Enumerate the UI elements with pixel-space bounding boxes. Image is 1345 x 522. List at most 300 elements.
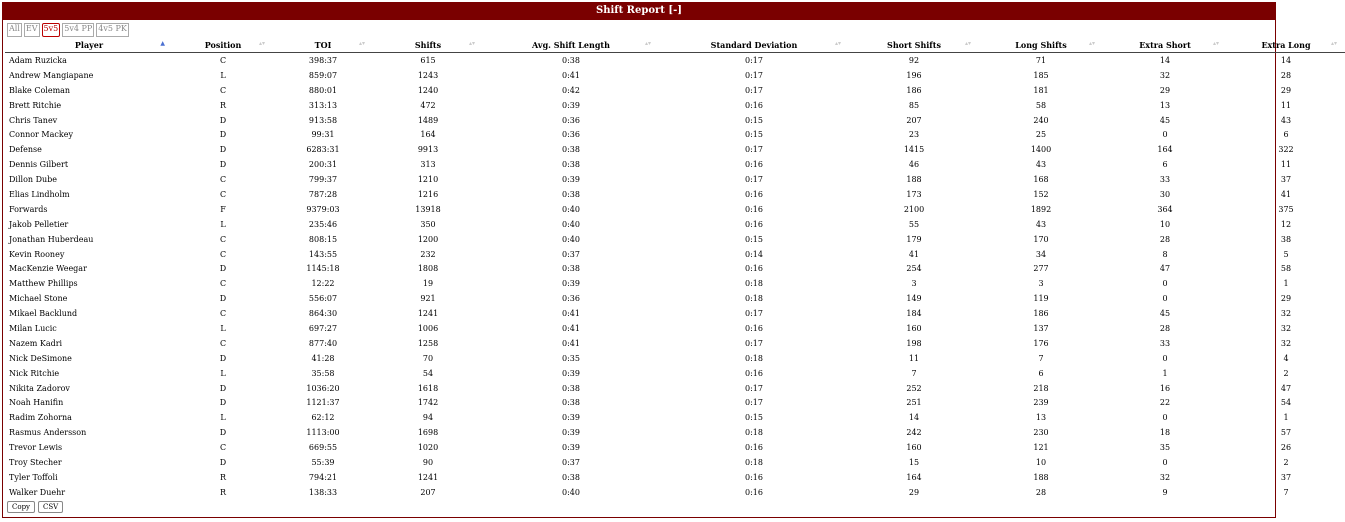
table-cell: 168 xyxy=(1033,175,1049,185)
column-header-label: Position xyxy=(204,39,242,50)
table-cell: 556:07 xyxy=(308,294,338,304)
table-cell: 11 xyxy=(1280,160,1292,170)
table-cell: 29 xyxy=(1280,294,1292,304)
table-cell: 46 xyxy=(908,160,920,170)
table-cell: 2 xyxy=(1283,457,1289,467)
table-cell: 0:16 xyxy=(745,443,763,453)
table-cell: D xyxy=(219,457,227,467)
table-cell: 28 xyxy=(1159,323,1171,333)
filter-ev[interactable]: EV xyxy=(24,23,40,37)
table-cell: 1742 xyxy=(417,398,439,408)
table-cell: 0:40 xyxy=(562,219,580,229)
player-name-cell: Andrew Mangiapane xyxy=(9,70,94,80)
table-cell: 398:37 xyxy=(308,55,338,65)
table-cell: 207 xyxy=(420,487,436,497)
table-cell: 0:16 xyxy=(745,472,763,482)
table-cell: 28 xyxy=(1035,487,1047,497)
table-cell: 0:35 xyxy=(562,353,580,363)
table-cell: 808:15 xyxy=(308,234,338,244)
table-cell: C xyxy=(219,443,227,453)
table-cell: 92 xyxy=(908,55,920,65)
table-cell: 71 xyxy=(1035,55,1047,65)
table-row xyxy=(5,276,1345,291)
table-cell: 47 xyxy=(1159,264,1171,274)
table-cell: 9913 xyxy=(417,145,439,155)
panel-title[interactable]: Shift Report [-] xyxy=(3,2,1275,20)
table-cell: 41:28 xyxy=(311,353,335,363)
table-cell: 185 xyxy=(1033,70,1049,80)
table-cell: 1400 xyxy=(1030,145,1052,155)
table-cell: 615 xyxy=(420,55,436,65)
table-cell: 70 xyxy=(422,353,434,363)
table-cell: 0:41 xyxy=(562,309,580,319)
player-name-cell: Nick DeSimone xyxy=(9,353,72,363)
table-cell: 94 xyxy=(422,413,434,423)
player-name-cell: Walker Duehr xyxy=(9,487,66,497)
table-row xyxy=(5,321,1345,336)
table-cell: 173 xyxy=(906,189,922,199)
table-cell: 0:38 xyxy=(562,55,580,65)
player-name-cell: Michael Stone xyxy=(9,294,68,304)
table-cell: 277 xyxy=(1033,264,1049,274)
table-cell: 9379:03 xyxy=(306,204,340,214)
table-cell: 0:18 xyxy=(745,279,763,289)
sort-arrows-icon[interactable]: ▴▾ xyxy=(964,40,971,47)
table-cell: 0:17 xyxy=(745,70,763,80)
table-cell: 15 xyxy=(908,457,920,467)
table-cell: 1 xyxy=(1283,413,1289,423)
table-cell: 55 xyxy=(908,219,920,229)
column-header-long-shifts[interactable] xyxy=(979,37,1103,53)
column-header-label: Extra Long xyxy=(1261,39,1311,50)
table-cell: 472 xyxy=(420,100,436,110)
table-cell: 1241 xyxy=(417,472,439,482)
table-cell: 0:38 xyxy=(562,160,580,170)
table-cell: 0:38 xyxy=(562,145,580,155)
player-name-cell: Trevor Lewis xyxy=(9,443,63,453)
table-cell: 33 xyxy=(1159,338,1171,348)
player-name-cell: Noah Hanifin xyxy=(9,398,64,408)
table-cell: 29 xyxy=(908,487,920,497)
column-header-toi[interactable] xyxy=(273,37,373,53)
table-cell: 0:17 xyxy=(745,175,763,185)
table-cell: 799:37 xyxy=(308,175,338,185)
table-cell: 34 xyxy=(1035,249,1047,259)
table-cell: 0:16 xyxy=(745,160,763,170)
table-cell: 188 xyxy=(906,175,922,185)
table-cell: 0 xyxy=(1162,294,1168,304)
table-cell: 10 xyxy=(1035,457,1047,467)
table-cell: 1121:37 xyxy=(306,398,340,408)
table-cell: D xyxy=(219,145,227,155)
table-cell: 0:39 xyxy=(562,279,580,289)
table-cell: 13918 xyxy=(415,204,441,214)
table-cell: 196 xyxy=(906,70,922,80)
csv-button[interactable]: CSV xyxy=(38,501,63,513)
table-cell: 0:37 xyxy=(562,249,580,259)
table-cell: R xyxy=(219,487,227,497)
table-row xyxy=(5,83,1345,98)
table-cell: 0:15 xyxy=(745,413,763,423)
player-name-cell: Nikita Zadorov xyxy=(9,383,70,393)
table-cell: 0:17 xyxy=(745,55,763,65)
player-name-cell: Tyler Toffoli xyxy=(9,472,58,482)
player-name-cell: Brett Ritchie xyxy=(9,100,62,110)
table-cell: 186 xyxy=(1033,309,1049,319)
player-name-cell: Jonathan Huberdeau xyxy=(9,234,94,244)
table-body xyxy=(5,53,1345,500)
table-cell: 880:01 xyxy=(308,85,338,95)
table-row xyxy=(5,381,1345,396)
table-cell: 1200 xyxy=(417,234,439,244)
table-cell: 26 xyxy=(1280,443,1292,453)
table-cell: 137 xyxy=(1033,323,1049,333)
table-cell: 921 xyxy=(420,294,436,304)
player-name-cell: Elias Lindholm xyxy=(9,189,70,199)
table-cell: 0:16 xyxy=(745,219,763,229)
table-cell: 28 xyxy=(1159,234,1171,244)
table-cell: 13 xyxy=(1035,413,1047,423)
table-cell: 19 xyxy=(422,279,434,289)
sort-arrows-icon[interactable]: ▴▾ xyxy=(644,40,651,47)
table-cell: 0:36 xyxy=(562,130,580,140)
table-cell: 240 xyxy=(1033,115,1049,125)
table-cell: 0:36 xyxy=(562,115,580,125)
table-cell: 121 xyxy=(1033,443,1049,453)
column-header-extra-long[interactable] xyxy=(1227,37,1345,53)
table-cell: 164 xyxy=(420,130,436,140)
table-row xyxy=(5,142,1345,157)
table-cell: 375 xyxy=(1278,204,1294,214)
column-header-label: Player xyxy=(74,39,104,50)
table-cell: 143:55 xyxy=(308,249,338,259)
table-cell: 41 xyxy=(1280,189,1292,199)
table-cell: 25 xyxy=(1035,130,1047,140)
table-cell: 913:58 xyxy=(308,115,338,125)
sort-arrows-icon[interactable]: ▴▾ xyxy=(1088,40,1095,47)
table-row xyxy=(5,202,1345,217)
table-cell: 35:58 xyxy=(311,368,335,378)
table-cell: 1 xyxy=(1283,279,1289,289)
table-cell: 176 xyxy=(1033,338,1049,348)
player-name-cell: Nazem Kadri xyxy=(9,338,63,348)
table-row xyxy=(5,127,1345,142)
table-cell: 99:31 xyxy=(311,130,335,140)
table-cell: D xyxy=(219,264,227,274)
table-cell: 7 xyxy=(911,368,917,378)
table-row xyxy=(5,485,1345,500)
table-cell: 54 xyxy=(422,368,434,378)
player-name-cell: Mikael Backlund xyxy=(9,309,78,319)
table-cell: 1145:18 xyxy=(306,264,340,274)
table-cell: 22 xyxy=(1159,398,1171,408)
column-header-label: Avg. Shift Length xyxy=(532,39,610,50)
table-cell: 12:22 xyxy=(311,279,335,289)
table-cell: D xyxy=(219,428,227,438)
table-cell: C xyxy=(219,175,227,185)
table-cell: 0:37 xyxy=(562,457,580,467)
table-cell: 170 xyxy=(1033,234,1049,244)
column-header-position[interactable] xyxy=(173,37,273,53)
table-header-row xyxy=(5,37,1345,53)
table-cell: 0:16 xyxy=(745,323,763,333)
table-cell: 0:40 xyxy=(562,204,580,214)
table-cell: 28 xyxy=(1280,70,1292,80)
table-cell: 0:39 xyxy=(562,368,580,378)
table-cell: 29 xyxy=(1280,85,1292,95)
table-cell: 1258 xyxy=(417,338,439,348)
table-cell: 6 xyxy=(1283,130,1289,140)
table-cell: 0:41 xyxy=(562,70,580,80)
table-cell: 0:15 xyxy=(745,115,763,125)
table-row xyxy=(5,351,1345,366)
table-cell: 37 xyxy=(1280,175,1292,185)
table-cell: 232 xyxy=(420,249,436,259)
table-row xyxy=(5,470,1345,485)
table-cell: D xyxy=(219,398,227,408)
table-row xyxy=(5,410,1345,425)
table-cell: 30 xyxy=(1159,189,1171,199)
table-cell: 10 xyxy=(1159,219,1171,229)
column-header-short-shifts[interactable] xyxy=(849,37,979,53)
table-cell: 181 xyxy=(1033,85,1049,95)
table-cell: 11 xyxy=(908,353,920,363)
column-header-label: Standard Deviation xyxy=(710,39,798,50)
table-cell: F xyxy=(220,204,226,214)
table-cell: 2 xyxy=(1283,368,1289,378)
table-row xyxy=(5,98,1345,113)
table-cell: L xyxy=(220,219,226,229)
table-cell: 1036:20 xyxy=(306,383,340,393)
table-cell: 58 xyxy=(1035,100,1047,110)
player-name-cell: Connor Mackey xyxy=(9,130,73,140)
table-cell: 149 xyxy=(906,294,922,304)
table-cell: C xyxy=(219,234,227,244)
table-cell: 57 xyxy=(1280,428,1292,438)
table-cell: 364 xyxy=(1157,204,1173,214)
table-cell: R xyxy=(219,472,227,482)
table-cell: 38 xyxy=(1280,234,1292,244)
table-cell: L xyxy=(220,368,226,378)
table-cell: 18 xyxy=(1159,428,1171,438)
table-cell: 0:17 xyxy=(745,383,763,393)
sort-arrows-icon[interactable]: ▴▾ xyxy=(358,40,365,47)
table-cell: 184 xyxy=(906,309,922,319)
table-cell: 14 xyxy=(908,413,920,423)
table-cell: 160 xyxy=(906,443,922,453)
table-cell: 0:39 xyxy=(562,413,580,423)
table-cell: 198 xyxy=(906,338,922,348)
table-cell: C xyxy=(219,189,227,199)
shift-report-table xyxy=(5,37,1345,500)
table-cell: 0 xyxy=(1162,413,1168,423)
sort-arrows-icon[interactable]: ▴▾ xyxy=(468,40,475,47)
table-cell: 0 xyxy=(1162,353,1168,363)
table-cell: 0:39 xyxy=(562,443,580,453)
table-cell: 0:16 xyxy=(745,264,763,274)
table-cell: 54 xyxy=(1280,398,1292,408)
table-cell: 0:36 xyxy=(562,294,580,304)
table-cell: 45 xyxy=(1159,309,1171,319)
table-cell: 1 xyxy=(1162,368,1168,378)
export-toolbar xyxy=(7,501,63,513)
column-header-extra-short[interactable] xyxy=(1103,37,1227,53)
sort-arrows-icon[interactable]: ▴▾ xyxy=(258,40,265,47)
table-cell: 1216 xyxy=(417,189,439,199)
table-cell: 32 xyxy=(1280,323,1292,333)
player-name-cell: Blake Coleman xyxy=(9,85,71,95)
table-cell: 0:16 xyxy=(745,368,763,378)
table-cell: C xyxy=(219,338,227,348)
table-cell: 62:12 xyxy=(311,413,335,423)
player-name-cell: Dennis Gilbert xyxy=(9,160,69,170)
table-cell: 207 xyxy=(906,115,922,125)
table-cell: 794:21 xyxy=(308,472,338,482)
table-cell: D xyxy=(219,130,227,140)
table-row xyxy=(5,395,1345,410)
table-cell: 41 xyxy=(908,249,920,259)
table-cell: 43 xyxy=(1280,115,1292,125)
table-cell: 85 xyxy=(908,100,920,110)
table-cell: 0:17 xyxy=(745,338,763,348)
table-cell: C xyxy=(219,55,227,65)
table-cell: C xyxy=(219,309,227,319)
table-row xyxy=(5,157,1345,172)
filter-5v4-pp[interactable]: 5v4 PP xyxy=(62,23,94,37)
table-row xyxy=(5,440,1345,455)
table-cell: C xyxy=(219,85,227,95)
table-cell: 0:18 xyxy=(745,428,763,438)
sort-arrows-icon[interactable]: ▲ xyxy=(160,40,165,47)
table-cell: 164 xyxy=(1157,145,1173,155)
table-cell: 0:38 xyxy=(562,264,580,274)
table-cell: 5 xyxy=(1283,249,1289,259)
table-row xyxy=(5,217,1345,232)
table-cell: 0:15 xyxy=(745,130,763,140)
column-header-standard-deviation[interactable] xyxy=(659,37,849,53)
filter-5v5[interactable]: 5v5 xyxy=(42,23,61,37)
table-row xyxy=(5,261,1345,276)
table-cell: 0:18 xyxy=(745,294,763,304)
sort-arrows-icon[interactable]: ▴▾ xyxy=(1330,40,1337,47)
copy-button[interactable]: Copy xyxy=(7,501,35,513)
table-cell: 179 xyxy=(906,234,922,244)
player-name-cell: Chris Tanev xyxy=(9,115,58,125)
table-cell: 0:38 xyxy=(562,189,580,199)
table-cell: 0:42 xyxy=(562,85,580,95)
player-name-cell: Dillon Dube xyxy=(9,175,58,185)
table-cell: 0:38 xyxy=(562,472,580,482)
table-cell: 218 xyxy=(1033,383,1049,393)
table-cell: 0:17 xyxy=(745,145,763,155)
table-cell: L xyxy=(220,413,226,423)
table-cell: 1020 xyxy=(417,443,439,453)
table-cell: 14 xyxy=(1159,55,1171,65)
table-cell: 37 xyxy=(1280,472,1292,482)
table-cell: 1006 xyxy=(417,323,439,333)
table-cell: 9 xyxy=(1162,487,1168,497)
table-cell: 242 xyxy=(906,428,922,438)
table-cell: 0:17 xyxy=(745,85,763,95)
table-cell: 787:28 xyxy=(308,189,338,199)
table-cell: 0:39 xyxy=(562,175,580,185)
column-header-shifts[interactable] xyxy=(373,37,483,53)
table-cell: 669:55 xyxy=(308,443,338,453)
table-cell: 32 xyxy=(1159,472,1171,482)
player-name-cell: Rasmus Andersson xyxy=(9,428,87,438)
filter-4v5-pk[interactable]: 4v5 PK xyxy=(96,23,129,37)
table-cell: 55:39 xyxy=(311,457,335,467)
table-cell: C xyxy=(219,279,227,289)
table-cell: 1113:00 xyxy=(306,428,340,438)
table-cell: 1241 xyxy=(417,309,439,319)
table-cell: 33 xyxy=(1159,175,1171,185)
table-cell: 35 xyxy=(1159,443,1171,453)
column-header-label: Extra Short xyxy=(1139,39,1191,50)
table-cell: 0:41 xyxy=(562,338,580,348)
table-cell: 0 xyxy=(1162,279,1168,289)
table-cell: 90 xyxy=(422,457,434,467)
table-cell: 254 xyxy=(906,264,922,274)
player-name-cell: Troy Stecher xyxy=(9,457,62,467)
column-header-player[interactable] xyxy=(5,37,173,53)
table-cell: 1415 xyxy=(903,145,925,155)
table-row xyxy=(5,366,1345,381)
table-cell: 160 xyxy=(906,323,922,333)
table-cell: 0:16 xyxy=(745,204,763,214)
table-cell: 7 xyxy=(1283,487,1289,497)
table-cell: 1243 xyxy=(417,70,439,80)
sort-arrows-icon[interactable]: ▴▾ xyxy=(1212,40,1219,47)
table-cell: 1240 xyxy=(417,85,439,95)
column-header-label: Short Shifts xyxy=(887,39,941,50)
table-cell: 200:31 xyxy=(308,160,338,170)
table-cell: 188 xyxy=(1033,472,1049,482)
table-cell: 6283:31 xyxy=(306,145,340,155)
table-row xyxy=(5,232,1345,247)
table-cell: 0:16 xyxy=(745,487,763,497)
filter-all[interactable]: All xyxy=(7,23,22,37)
column-header-avg-shift-length[interactable] xyxy=(483,37,659,53)
table-cell: 0:40 xyxy=(562,234,580,244)
table-cell: 239 xyxy=(1033,398,1049,408)
table-cell: 58 xyxy=(1280,264,1292,274)
table-cell: 43 xyxy=(1035,219,1047,229)
table-cell: 32 xyxy=(1280,309,1292,319)
player-name-cell: Forwards xyxy=(9,204,48,214)
table-row xyxy=(5,53,1345,68)
player-name-cell: Milan Lucic xyxy=(9,323,57,333)
sort-arrows-icon[interactable]: ▴▾ xyxy=(834,40,841,47)
table-cell: 32 xyxy=(1280,338,1292,348)
table-cell: 313:13 xyxy=(308,100,338,110)
table-cell: 6 xyxy=(1038,368,1044,378)
table-cell: 0 xyxy=(1162,457,1168,467)
table-cell: 152 xyxy=(1033,189,1049,199)
table-cell: 1892 xyxy=(1030,204,1052,214)
table-cell: 164 xyxy=(906,472,922,482)
player-name-cell: Adam Ruzicka xyxy=(9,55,67,65)
player-name-cell: Radim Zohorna xyxy=(9,413,72,423)
table-row xyxy=(5,425,1345,440)
table-cell: 0:39 xyxy=(562,428,580,438)
table-cell: 23 xyxy=(908,130,920,140)
table-cell: R xyxy=(219,100,227,110)
table-cell: 1698 xyxy=(417,428,439,438)
table-cell: 186 xyxy=(906,85,922,95)
table-cell: 3 xyxy=(1038,279,1044,289)
table-cell: D xyxy=(219,383,227,393)
